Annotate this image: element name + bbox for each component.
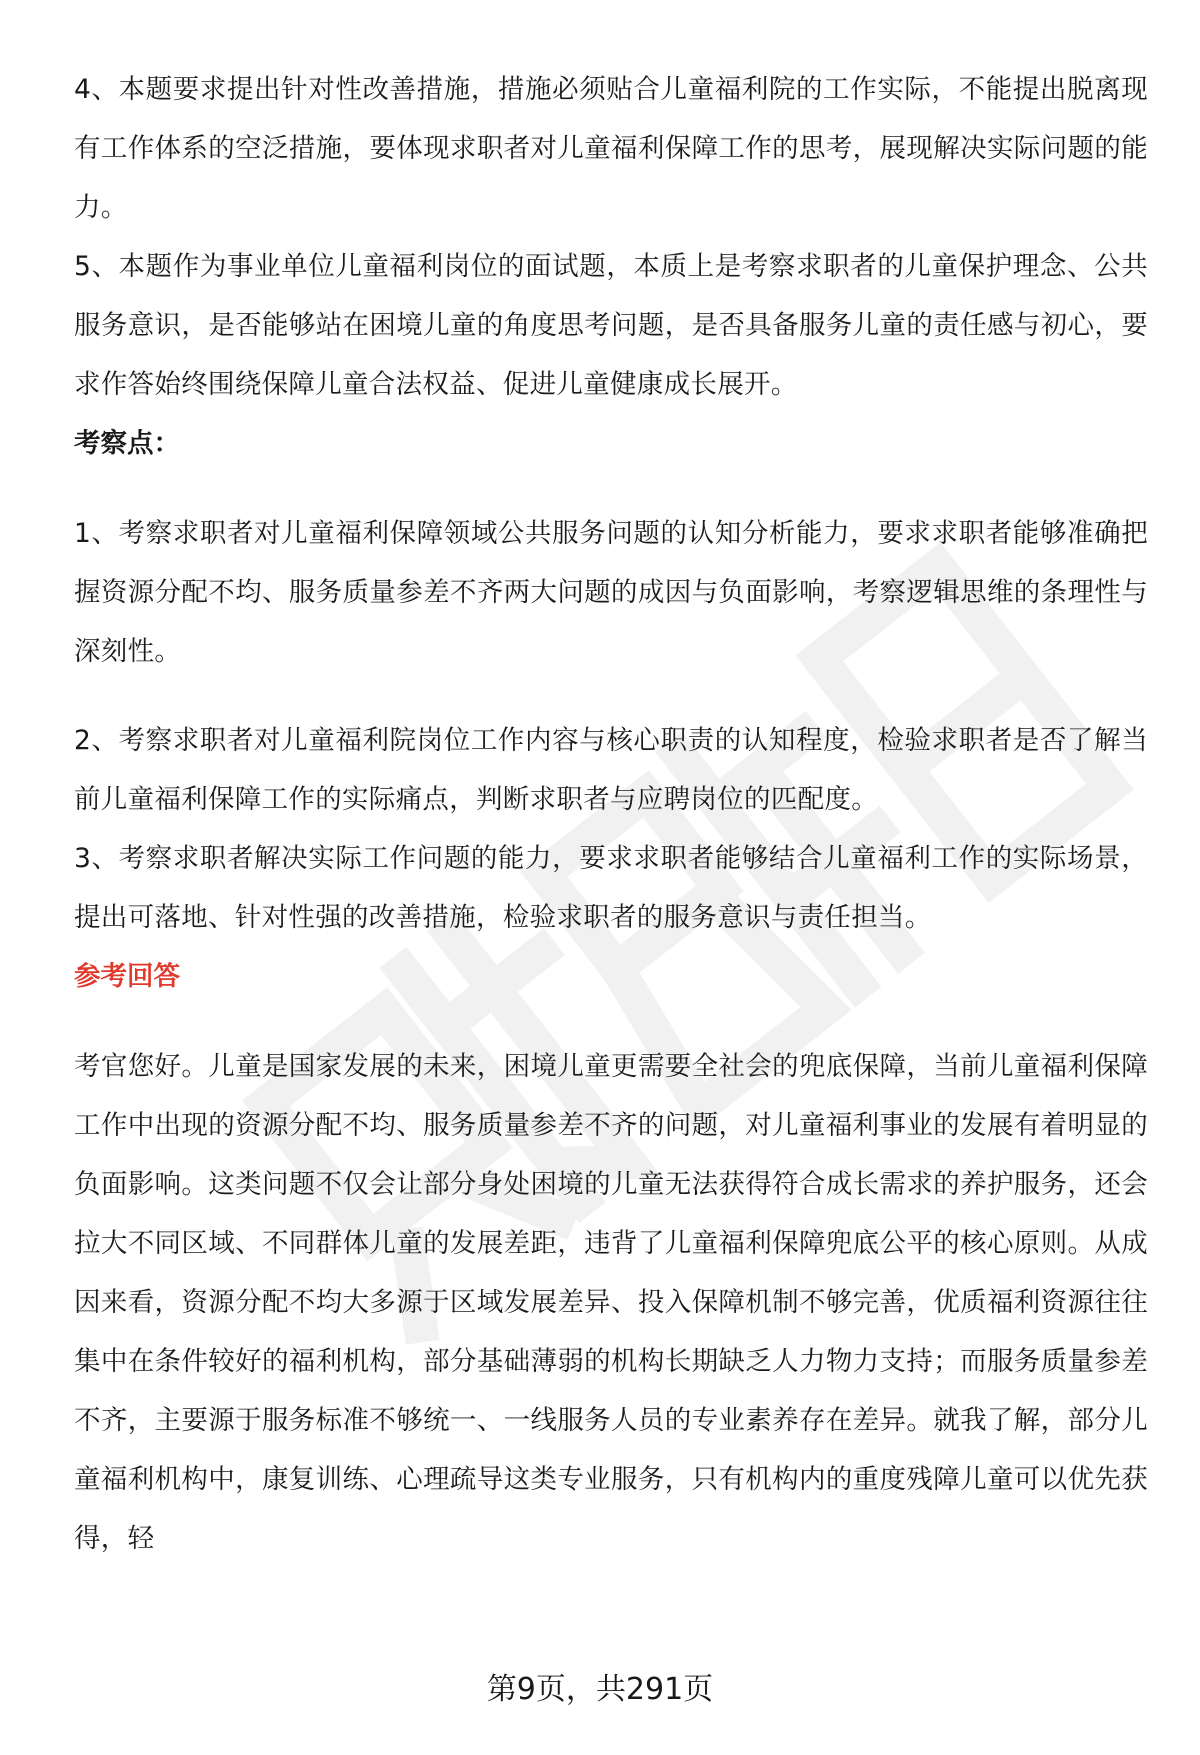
answer-text: 考官您好。儿童是国家发展的未来，困境儿童更需要全社会的兜底保障，当前儿童福利保障工作中出现的资源分配不均、服务质量参差不齐的问题，对儿童福利事业的发展有着明显的负面影响。这类问题不仅会让部分身处困境的儿童无法获得符合成长需求的养护服务，还会拉大不同区域、不同群体儿童的发展差距，违背了儿童福利保障兜底公平的核心原则。从成因来看，资源分配不均大多源于区域发展差异、投入保障机制不够完善，优质福利资源往往集中在条件较好的福利机构，部分基础薄弱的机构长期缺乏人力物力支持；而服务质量参差不齐，主要源于服务标准不够统一、一线服务人员的专业素养存在差异。就我了解，部分儿童福利机构中，康复训练、心理疏导这类专业服务，只有机构内的重度残障儿童可以优先获得，轻: [74, 1051, 1148, 1554]
section-heading-points: 考察点：: [74, 428, 180, 459]
page-footer: 第9页，共291页: [486, 1672, 714, 1707]
document-page: [74, 60, 1148, 1568]
section-heading-answer: 参考回答: [74, 961, 180, 992]
point-item-2: 2、考察求职者对儿童福利院岗位工作内容与核心职责的认知程度，检验求职者是否了解当前儿童福利保障工作的实际痛点，判断求职者与应聘岗位的匹配度。: [74, 725, 1148, 815]
paragraph-intro-5: 5、本题作为事业单位儿童福利岗位的面试题，本质上是考察求职者的儿童保护理念、公共服务意识，是否能够站在困境儿童的角度思考问题，是否具备服务儿童的责任感与初心，要求作答始终围绕保障儿童合法权益、促进儿童健康成长展开。: [74, 251, 1148, 400]
point-item-1: 1、考察求职者对儿童福利保障领域公共服务问题的认知分析能力，要求求职者能够准确把握资源分配不均、服务质量参差不齐两大问题的成因与负面影响，考察逻辑思维的条理性与深刻性。: [74, 518, 1148, 667]
paragraph-intro-4: 4、本题要求提出针对性改善措施，措施必须贴合儿童福利院的工作实际，不能提出脱离现有工作体系的空泛措施，要体现求职者对儿童福利保障工作的思考，展现解决实际问题的能力。: [74, 74, 1148, 223]
point-item-3: 3、考察求职者解决实际工作问题的能力，要求求职者能够结合儿童福利工作的实际场景，提出可落地、针对性强的改善措施，检验求职者的服务意识与责任担当。: [74, 843, 1148, 933]
